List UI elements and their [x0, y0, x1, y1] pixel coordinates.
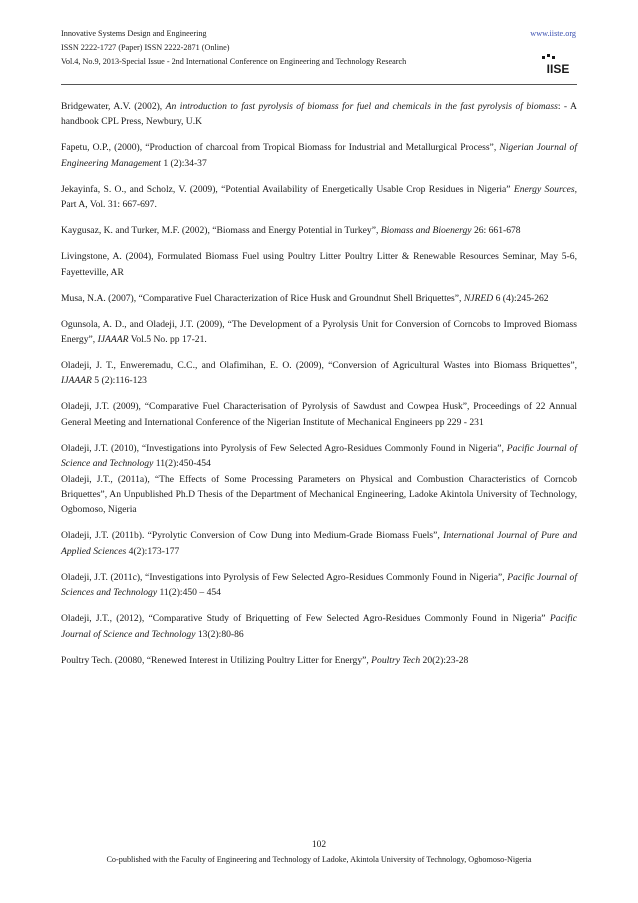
reference-text: Vol.5 No. pp 17-21.	[128, 334, 207, 346]
reference-text: 5 (2):116-123	[91, 375, 147, 387]
reference-item	[61, 140, 577, 171]
reference-item	[61, 570, 577, 601]
reference-item	[61, 358, 577, 389]
reference-text: Part A, Vol. 31: 667-697.	[61, 199, 157, 211]
reference-text: Oladeji, J.T. (2011c), “Investigations into Pyrolysis of Few Selected Agro-Residues Commonly Found in Nigeria”,	[61, 571, 508, 583]
header-divider	[61, 84, 577, 85]
reference-text: 11(2):450-454	[153, 458, 211, 470]
issn-line: ISSN 2222-1727 (Paper) ISSN 2222-2871 (Online)	[61, 43, 230, 52]
reference-source: An introduction to fast pyrolysis of biomass for fuel and chemicals in the fast pyrolysis of biomass	[165, 101, 558, 112]
reference-text: Fapetu, O.P., (2000), “Production of charcoal from Tropical Biomass for Industrial and Metallurgical Process”,	[61, 142, 500, 154]
journal-name: Innovative Systems Design and Engineering	[61, 29, 207, 38]
reference-source: Pacific Journal of Science and Technology	[61, 613, 577, 640]
reference-item	[61, 653, 577, 668]
reference-text: 1 (2):34-37	[160, 157, 207, 169]
reference-text: 26: 661-678	[471, 225, 521, 237]
reference-item	[61, 182, 577, 213]
reference-text: 6 (4):245-262	[493, 292, 549, 304]
reference-text: Oladeji, J.T. (2010), “Investigations into Pyrolysis of Few Selected Agro-Residues Commonly Found in Nigeria”,	[61, 442, 507, 454]
page-footer: Co-published with the Faculty of Engineering and Technology of Ladoke, Akintola University of Technology, Ogbomoso-Nigeria	[106, 855, 532, 864]
reference-source: Poultry Tech	[371, 654, 421, 666]
reference-item	[61, 223, 577, 238]
reference-text: Oladeji, J. T., Enweremadu, C.C., and Olafimihan, E. O. (2009), “Conversion of Agricultural Wastes into Biomass Briquettes”,	[61, 360, 577, 372]
reference-text: Poultry Tech. (20080, “Renewed Interest in Utilizing Poultry Litter for Energy”,	[61, 654, 372, 666]
page-number: 102	[311, 840, 327, 850]
logo-text: IISE	[546, 62, 570, 76]
reference-source: IJAAAR	[61, 375, 92, 387]
website-link[interactable]: www.iiste.org	[530, 29, 576, 38]
reference-item	[61, 441, 577, 472]
reference-item	[61, 99, 577, 130]
reference-source: IJAAAR	[97, 334, 129, 346]
page-header	[61, 27, 576, 69]
reference-text: Bridgewater, A.V. (2002),	[61, 101, 166, 112]
reference-item	[61, 291, 577, 306]
reference-source: NJRED	[463, 292, 494, 304]
reference-source: Biomass and Bioenergy	[380, 225, 472, 237]
reference-text: Oladeji, J.T., (2011a), “The Effects of Some Processing Parameters on Physical and Combustion Characteristics of Corncob Briquettes”, An Unpublished Ph.D Thesis of the Department of Mechanical Engineering, Ladoke Akintola University of Technology, Ogbomoso, Nigeria	[61, 473, 577, 516]
issue-line: Vol.4, No.9, 2013-Special Issue - 2nd International Conference on Engineering and Technology Research	[61, 57, 407, 66]
reference-text: Oladeji, J.T. (2009), “Comparative Fuel Characterisation of Pyrolysis of Sawdust and Cowpea Husk”, Proceedings of 22 Annual General Meeting and International Conference of the Nigerian Institute of Mechanical Engineers pp 229 - 231	[61, 401, 577, 428]
reference-item	[61, 399, 577, 430]
reference-text: 20(2):23-28	[420, 654, 469, 666]
reference-text: Kaygusaz, K. and Turker, M.F. (2002), “Biomass and Energy Potential in Turkey”,	[61, 225, 381, 237]
reference-text: 11(2):450 – 454	[157, 587, 221, 599]
reference-item	[61, 317, 577, 348]
reference-text: Jekayinfa, S. O., and Scholz, V. (2009), “Potential Availability of Energetically Usable Crop Residues in Nigeria”	[61, 183, 514, 195]
reference-text: Livingstone, A. (2004), Formulated Biomass Fuel using Poultry Litter Poultry Litter & Renewable Resources Seminar, May 5-6, Fayetteville, AR	[61, 251, 577, 278]
reference-text: Ogunsola, A. D., and Oladeji, J.T. (2009), “The Development of a Pyrolysis Unit for Conversion of Corncobs to Improved Biomass Energy”,	[61, 318, 577, 346]
reference-source: Nigerian Journal of Engineering Management	[61, 142, 577, 169]
reference-source: International Journal of Pure and Applied Sciences	[61, 530, 577, 557]
reference-text: Oladeji, J.T., (2012), “Comparative Study of Briquetting of Few Selected Agro-Residues Commonly Found in Nigeria”	[61, 613, 550, 625]
reference-text: Oladeji, J.T. (2011b). “Pyrolytic Conversion of Cow Dung into Medium-Grade Biomass Fuels”,	[61, 530, 444, 542]
reference-item	[61, 528, 577, 559]
reference-source: Energy Sources,	[513, 183, 577, 195]
iiste-logo	[541, 53, 575, 77]
reference-source: Pacific Journal of Science and Technology	[61, 442, 577, 470]
reference-item	[61, 249, 577, 280]
reference-list	[61, 99, 577, 679]
reference-text: 13(2):80-86	[195, 628, 244, 640]
reference-item	[61, 472, 577, 518]
reference-text: Musa, N.A. (2007), “Comparative Fuel Characterization of Rice Husk and Groundnut Shell Briquettes”,	[61, 292, 464, 304]
reference-source: Pacific Journal of Sciences and Technology	[61, 571, 577, 599]
reference-text: : - A handbook CPL Press, Newbury, U.K	[61, 101, 577, 128]
reference-text: 4(2):173-177	[126, 545, 180, 557]
reference-item	[61, 611, 577, 642]
